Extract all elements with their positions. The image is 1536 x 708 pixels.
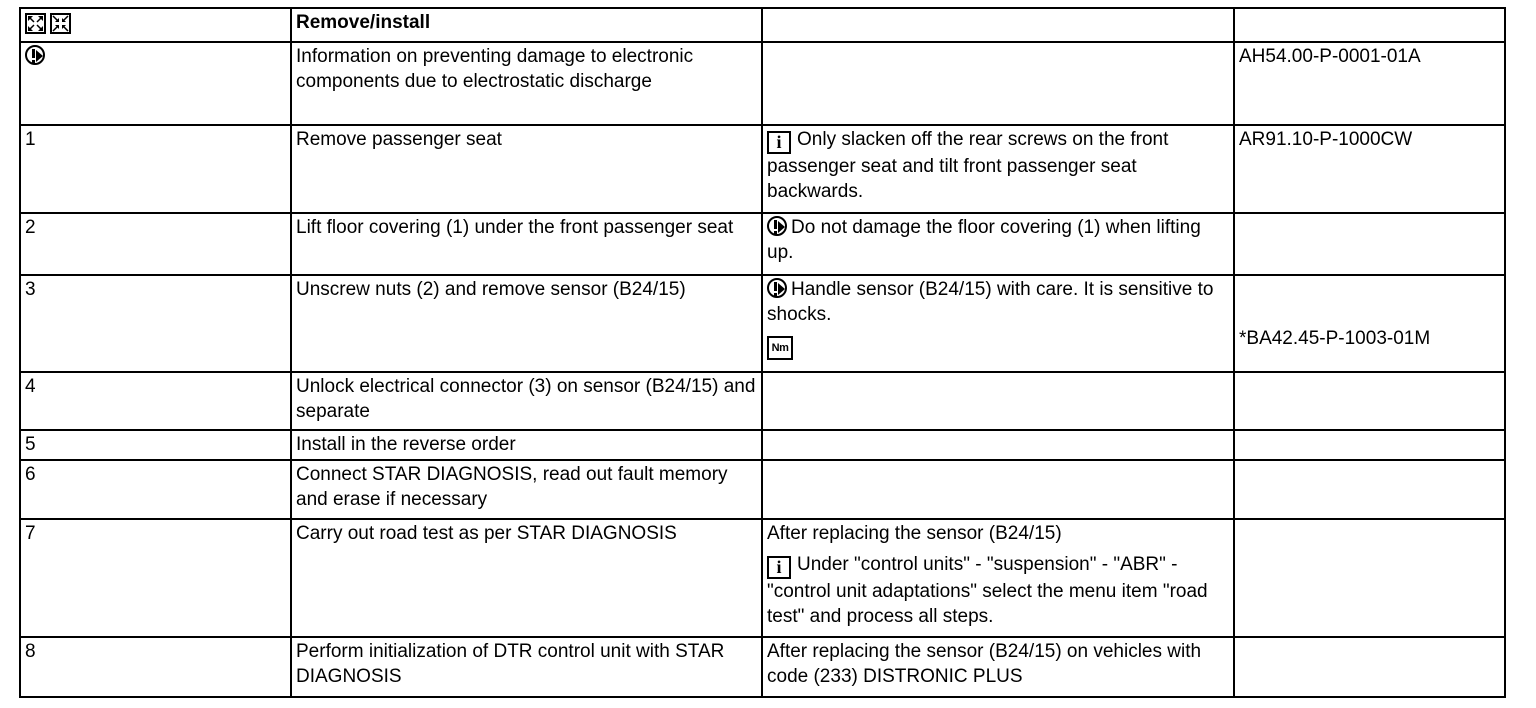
header-note-cell	[762, 8, 1234, 42]
step-cell: 2	[20, 213, 291, 275]
header-row	[20, 8, 1505, 42]
procedure-table	[19, 7, 1506, 698]
note-text: Only slacken off the rear screws on the front passenger seat and tilt front passenger seat backwards.	[767, 129, 1169, 202]
step-cell: 5	[20, 430, 291, 460]
header-icons-cell	[20, 8, 291, 42]
table-row	[20, 519, 1505, 637]
table-row	[20, 372, 1505, 430]
ref-cell	[1234, 372, 1505, 430]
step-cell: 1	[20, 125, 291, 213]
step-cell: 6	[20, 460, 291, 519]
note-cell	[762, 213, 1234, 275]
note-cell	[762, 372, 1234, 430]
step-cell: 4	[20, 372, 291, 430]
table-row	[20, 460, 1505, 519]
ref-link[interactable]	[1234, 275, 1505, 372]
note-text: Do not damage the floor covering (1) when lifting up.	[767, 217, 1201, 263]
expand-icon[interactable]	[25, 13, 46, 34]
action-cell: Unscrew nuts (2) and remove sensor (B24/15)	[291, 275, 762, 372]
note-cell: After replacing the sensor (B24/15) on vehicles with code (233) DISTRONIC PLUS	[762, 637, 1234, 697]
action-cell: Lift floor covering (1) under the front passenger seat	[291, 213, 762, 275]
action-cell: Perform initialization of DTR control unit with STAR DIAGNOSIS	[291, 637, 762, 697]
action-cell: Install in the reverse order	[291, 430, 762, 460]
note-cell	[762, 275, 1234, 372]
ref-text: *BA42.45-P-1003-01M	[1239, 328, 1431, 349]
action-cell: Information on preventing damage to electronic components due to electrostatic discharge	[291, 42, 762, 125]
step-cell: 8	[20, 637, 291, 697]
note-cell	[762, 125, 1234, 213]
ref-cell	[1234, 430, 1505, 460]
step-cell	[20, 42, 291, 125]
note-cell	[762, 430, 1234, 460]
note-cell	[762, 519, 1234, 637]
note-text-2: Under "control units" - "suspension" - "ABR" - "control unit adaptations" select the menu item "road test" and process all steps.	[767, 554, 1208, 627]
warning-icon	[25, 45, 45, 65]
note-text: Handle sensor (B24/15) with care. It is sensitive to shocks.	[767, 279, 1214, 325]
table-row	[20, 125, 1505, 213]
ref-cell	[1234, 519, 1505, 637]
ref-cell	[1234, 460, 1505, 519]
table-row	[20, 637, 1505, 697]
info-icon: i	[767, 131, 791, 154]
table-row	[20, 430, 1505, 460]
table-row	[20, 42, 1505, 125]
note-cell	[762, 460, 1234, 519]
ref-cell	[1234, 637, 1505, 697]
info-icon: i	[767, 556, 791, 579]
header-title: Remove/install	[291, 8, 762, 42]
torque-nm-icon: Nm	[767, 336, 793, 360]
warning-icon	[767, 216, 787, 236]
action-cell: Remove passenger seat	[291, 125, 762, 213]
ref-cell	[1234, 213, 1505, 275]
step-cell: 7	[20, 519, 291, 637]
action-cell: Carry out road test as per STAR DIAGNOSIS	[291, 519, 762, 637]
ref-link[interactable]: AR91.10-P-1000CW	[1234, 125, 1505, 213]
collapse-icon[interactable]	[50, 13, 71, 34]
warning-icon	[767, 278, 787, 298]
table-row	[20, 275, 1505, 372]
step-cell: 3	[20, 275, 291, 372]
note-cell	[762, 42, 1234, 125]
action-cell: Connect STAR DIAGNOSIS, read out fault memory and erase if necessary	[291, 460, 762, 519]
table-row	[20, 213, 1505, 275]
action-cell: Unlock electrical connector (3) on sensor (B24/15) and separate	[291, 372, 762, 430]
header-ref-cell	[1234, 8, 1505, 42]
ref-link[interactable]: AH54.00-P-0001-01A	[1234, 42, 1505, 125]
note-text: After replacing the sensor (B24/15)	[767, 523, 1062, 544]
